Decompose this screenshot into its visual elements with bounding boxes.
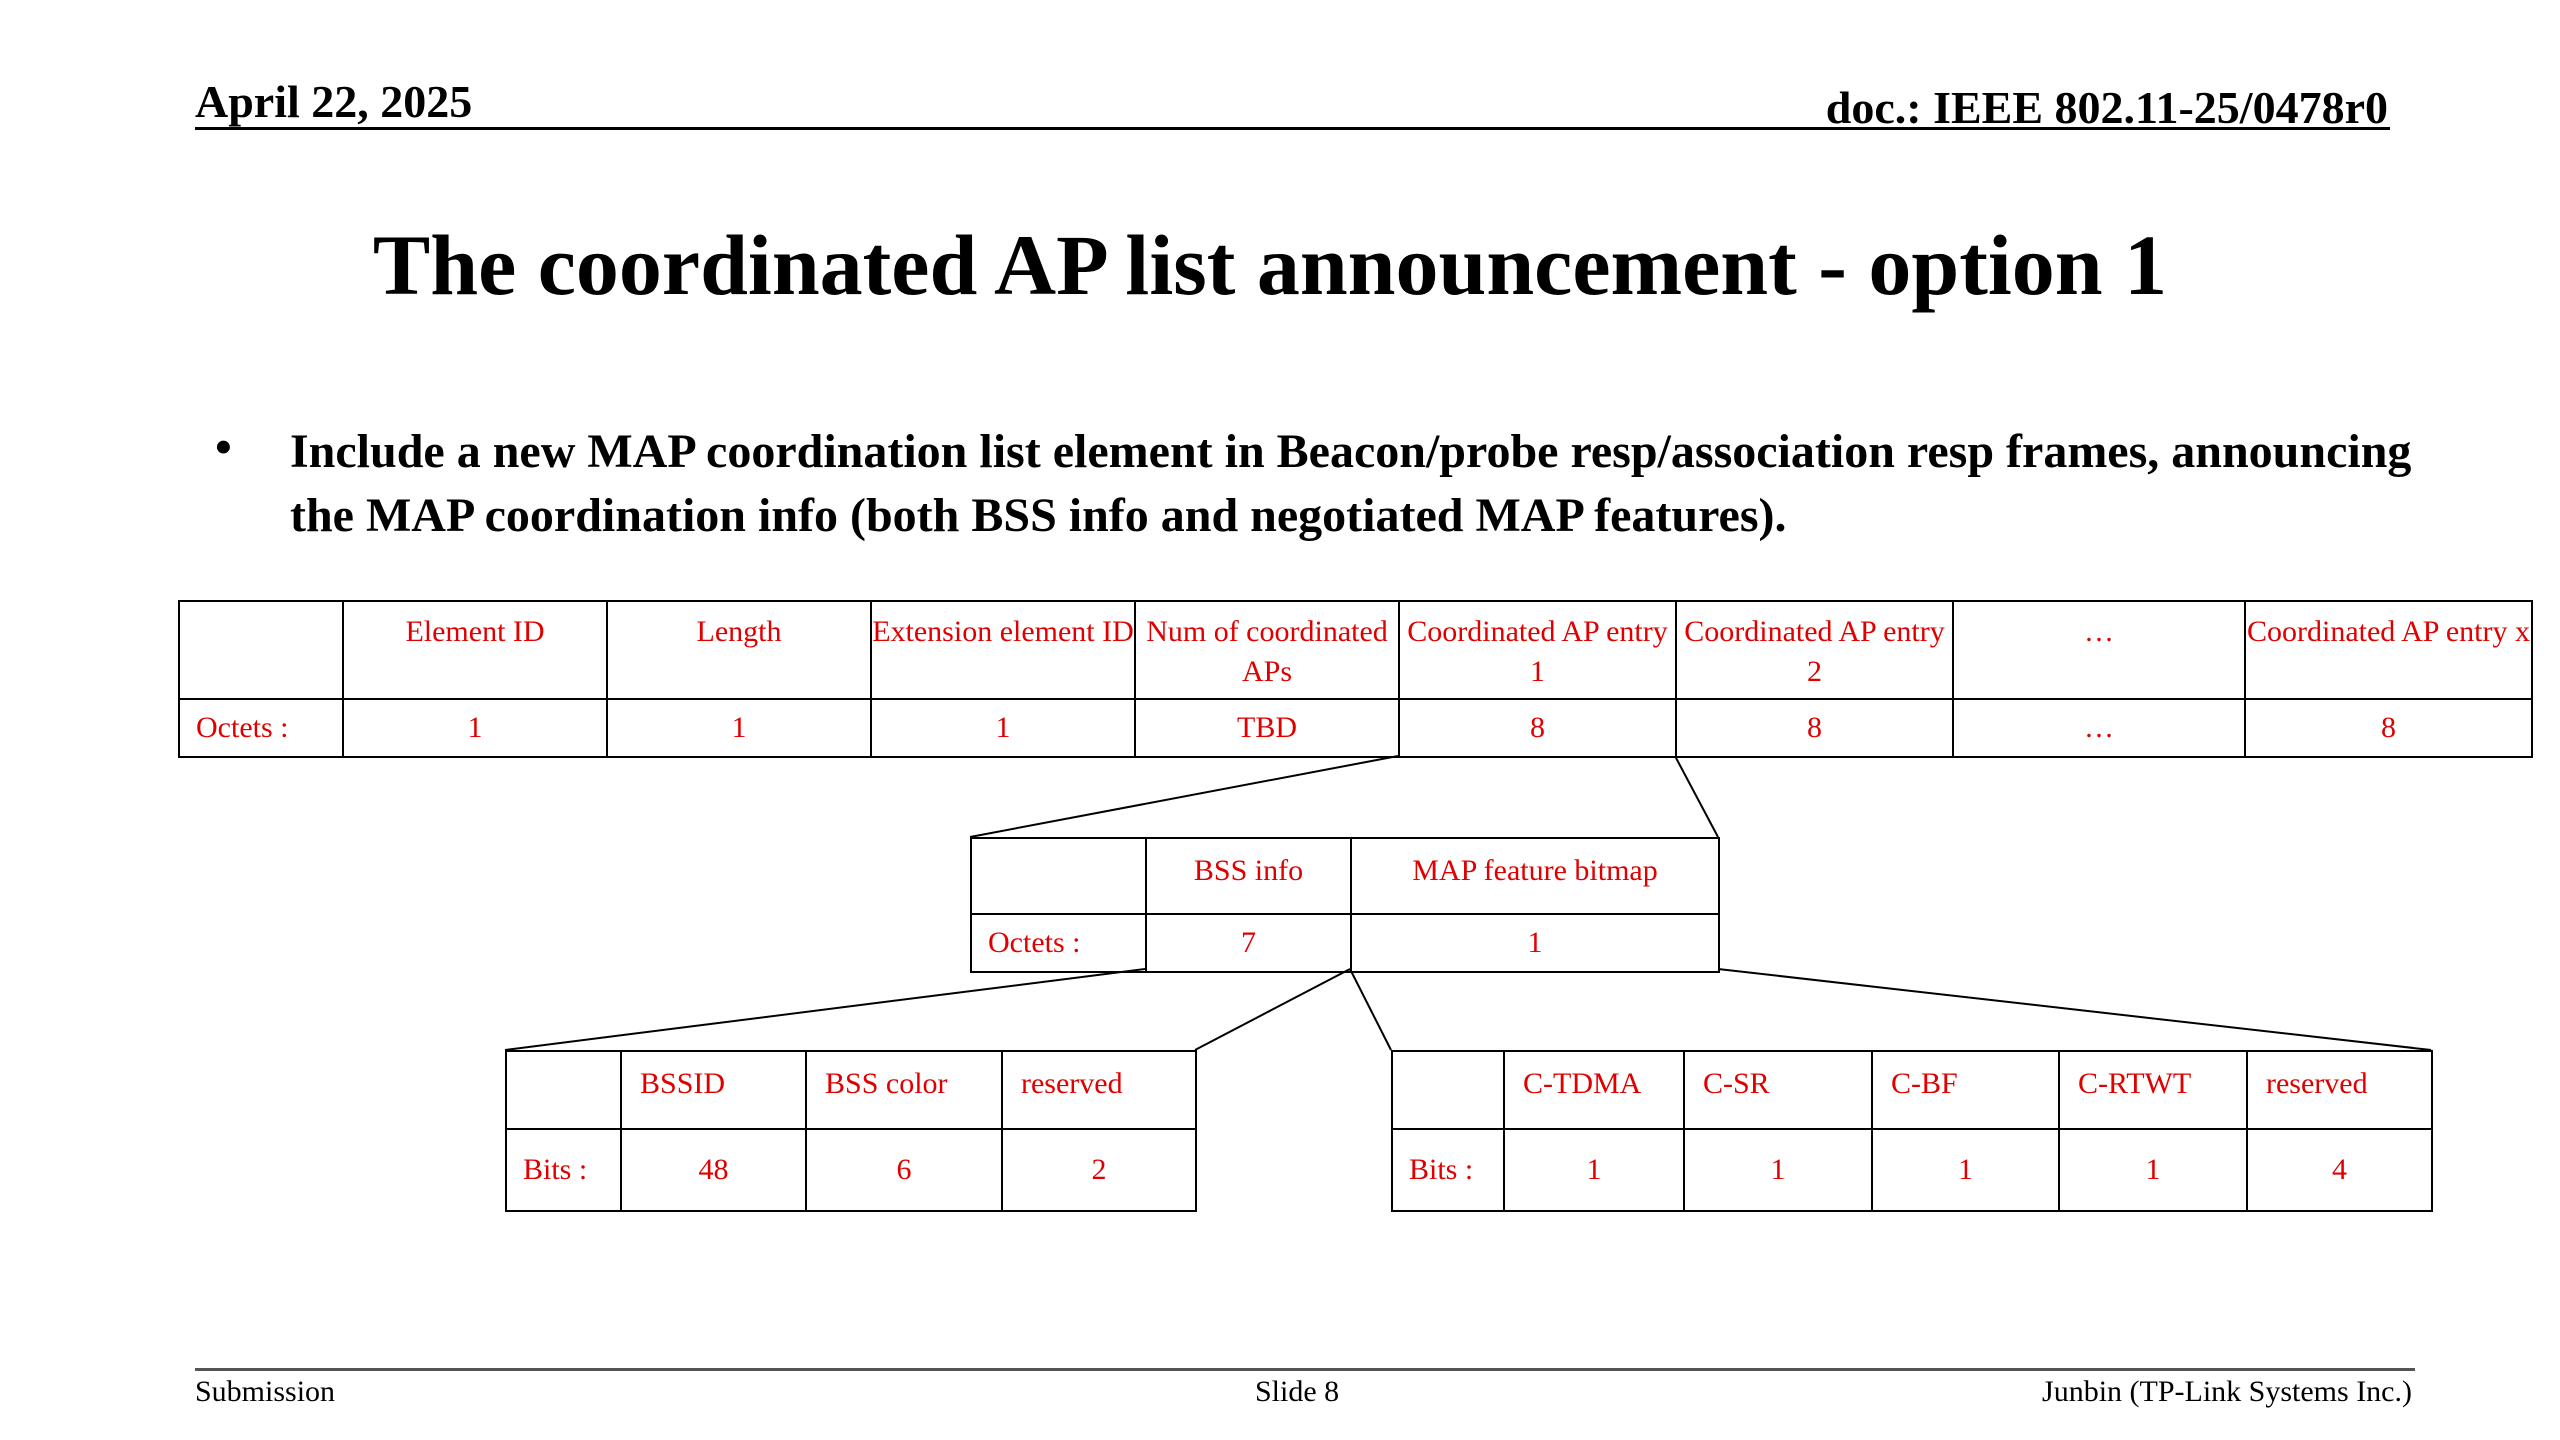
field-c-rtwt: C-RTWT xyxy=(2059,1051,2247,1129)
table-cell xyxy=(506,1051,621,1129)
connector-line xyxy=(505,969,1145,1050)
size-cell: 1 xyxy=(1872,1129,2059,1211)
row-label: Octets : xyxy=(179,699,343,757)
field-extension-element-id: Extension element ID xyxy=(871,601,1135,699)
connector-line xyxy=(970,756,1398,837)
size-cell: 8 xyxy=(2245,699,2532,757)
field-row xyxy=(179,601,2532,699)
size-cell: 1 xyxy=(1351,914,1719,972)
element-format-table xyxy=(178,600,2533,758)
field-coordinated-ap-entry-1: Coordinated AP entry 1 xyxy=(1399,601,1676,699)
size-cell: 4 xyxy=(2247,1129,2432,1211)
size-cell: 8 xyxy=(1676,699,1953,757)
slide-title: The coordinated AP list announcement - option 1 xyxy=(372,217,2168,313)
connector-line xyxy=(1718,969,2431,1050)
field-coordinated-ap-entry-2: Coordinated AP entry 2 xyxy=(1676,601,1953,699)
field-row xyxy=(506,1051,1196,1129)
size-cell: 1 xyxy=(1684,1129,1872,1211)
header-date: April 22, 2025 xyxy=(195,76,473,127)
size-cell: 6 xyxy=(806,1129,1002,1211)
field-bss-color: BSS color xyxy=(806,1051,1002,1129)
field-row xyxy=(1392,1051,2432,1129)
size-cell: 1 xyxy=(1504,1129,1684,1211)
field-num-coordinated-aps: Num of coordinated APs xyxy=(1135,601,1399,699)
size-cell: … xyxy=(1953,699,2245,757)
footer-rule xyxy=(195,1368,2415,1371)
connector-line xyxy=(1195,969,1350,1050)
header-doc-id: doc.: IEEE 802.11-25/0478r0 xyxy=(1825,82,2388,133)
field-element-id: Element ID xyxy=(343,601,607,699)
field-row xyxy=(971,838,1719,914)
size-cell: 7 xyxy=(1146,914,1351,972)
field-c-bf: C-BF xyxy=(1872,1051,2059,1129)
size-cell: 1 xyxy=(2059,1129,2247,1211)
size-cell: 8 xyxy=(1399,699,1676,757)
size-row xyxy=(506,1129,1196,1211)
row-label: Octets : xyxy=(971,914,1146,972)
size-row xyxy=(179,699,2532,757)
size-cell: 1 xyxy=(343,699,607,757)
field-reserved: reserved xyxy=(2247,1051,2432,1129)
size-cell: 2 xyxy=(1002,1129,1196,1211)
table-cell xyxy=(179,601,343,699)
field-reserved: reserved xyxy=(1002,1051,1196,1129)
size-cell: TBD xyxy=(1135,699,1399,757)
bullet-marker: • xyxy=(215,421,232,474)
size-row xyxy=(1392,1129,2432,1211)
row-label: Bits : xyxy=(1392,1129,1504,1211)
row-label: Bits : xyxy=(506,1129,621,1211)
field-c-sr: C-SR xyxy=(1684,1051,1872,1129)
field-c-tdma: C-TDMA xyxy=(1504,1051,1684,1129)
table-cell xyxy=(1392,1051,1504,1129)
field-bss-info: BSS info xyxy=(1146,838,1351,914)
field-coordinated-ap-entry-x: Coordinated AP entry x xyxy=(2245,601,2532,699)
map-feature-bitmap-table xyxy=(1391,1050,2433,1212)
field-ellipsis: … xyxy=(1953,601,2245,699)
field-bssid: BSSID xyxy=(621,1051,806,1129)
connector-line xyxy=(1675,756,1718,837)
header-rule xyxy=(195,127,2390,130)
footer-author: Junbin (TP-Link Systems Inc.) xyxy=(2042,1375,2412,1408)
size-cell: 1 xyxy=(607,699,871,757)
size-cell: 1 xyxy=(871,699,1135,757)
ap-entry-table xyxy=(970,837,1720,973)
footer-slide-number: Slide 8 xyxy=(1255,1375,1340,1408)
bullet-text: Include a new MAP coordination list element in Beacon/probe resp/association resp frames, announcing the MAP coordination info (both BSS info and negotiated MAP features). xyxy=(290,425,2412,542)
table-cell xyxy=(971,838,1146,914)
size-row xyxy=(971,914,1719,972)
connector-line xyxy=(1350,969,1391,1050)
field-map-feature-bitmap: MAP feature bitmap xyxy=(1351,838,1719,914)
size-cell: 48 xyxy=(621,1129,806,1211)
footer-submission: Submission xyxy=(195,1375,336,1408)
field-length: Length xyxy=(607,601,871,699)
bss-info-table xyxy=(505,1050,1197,1212)
